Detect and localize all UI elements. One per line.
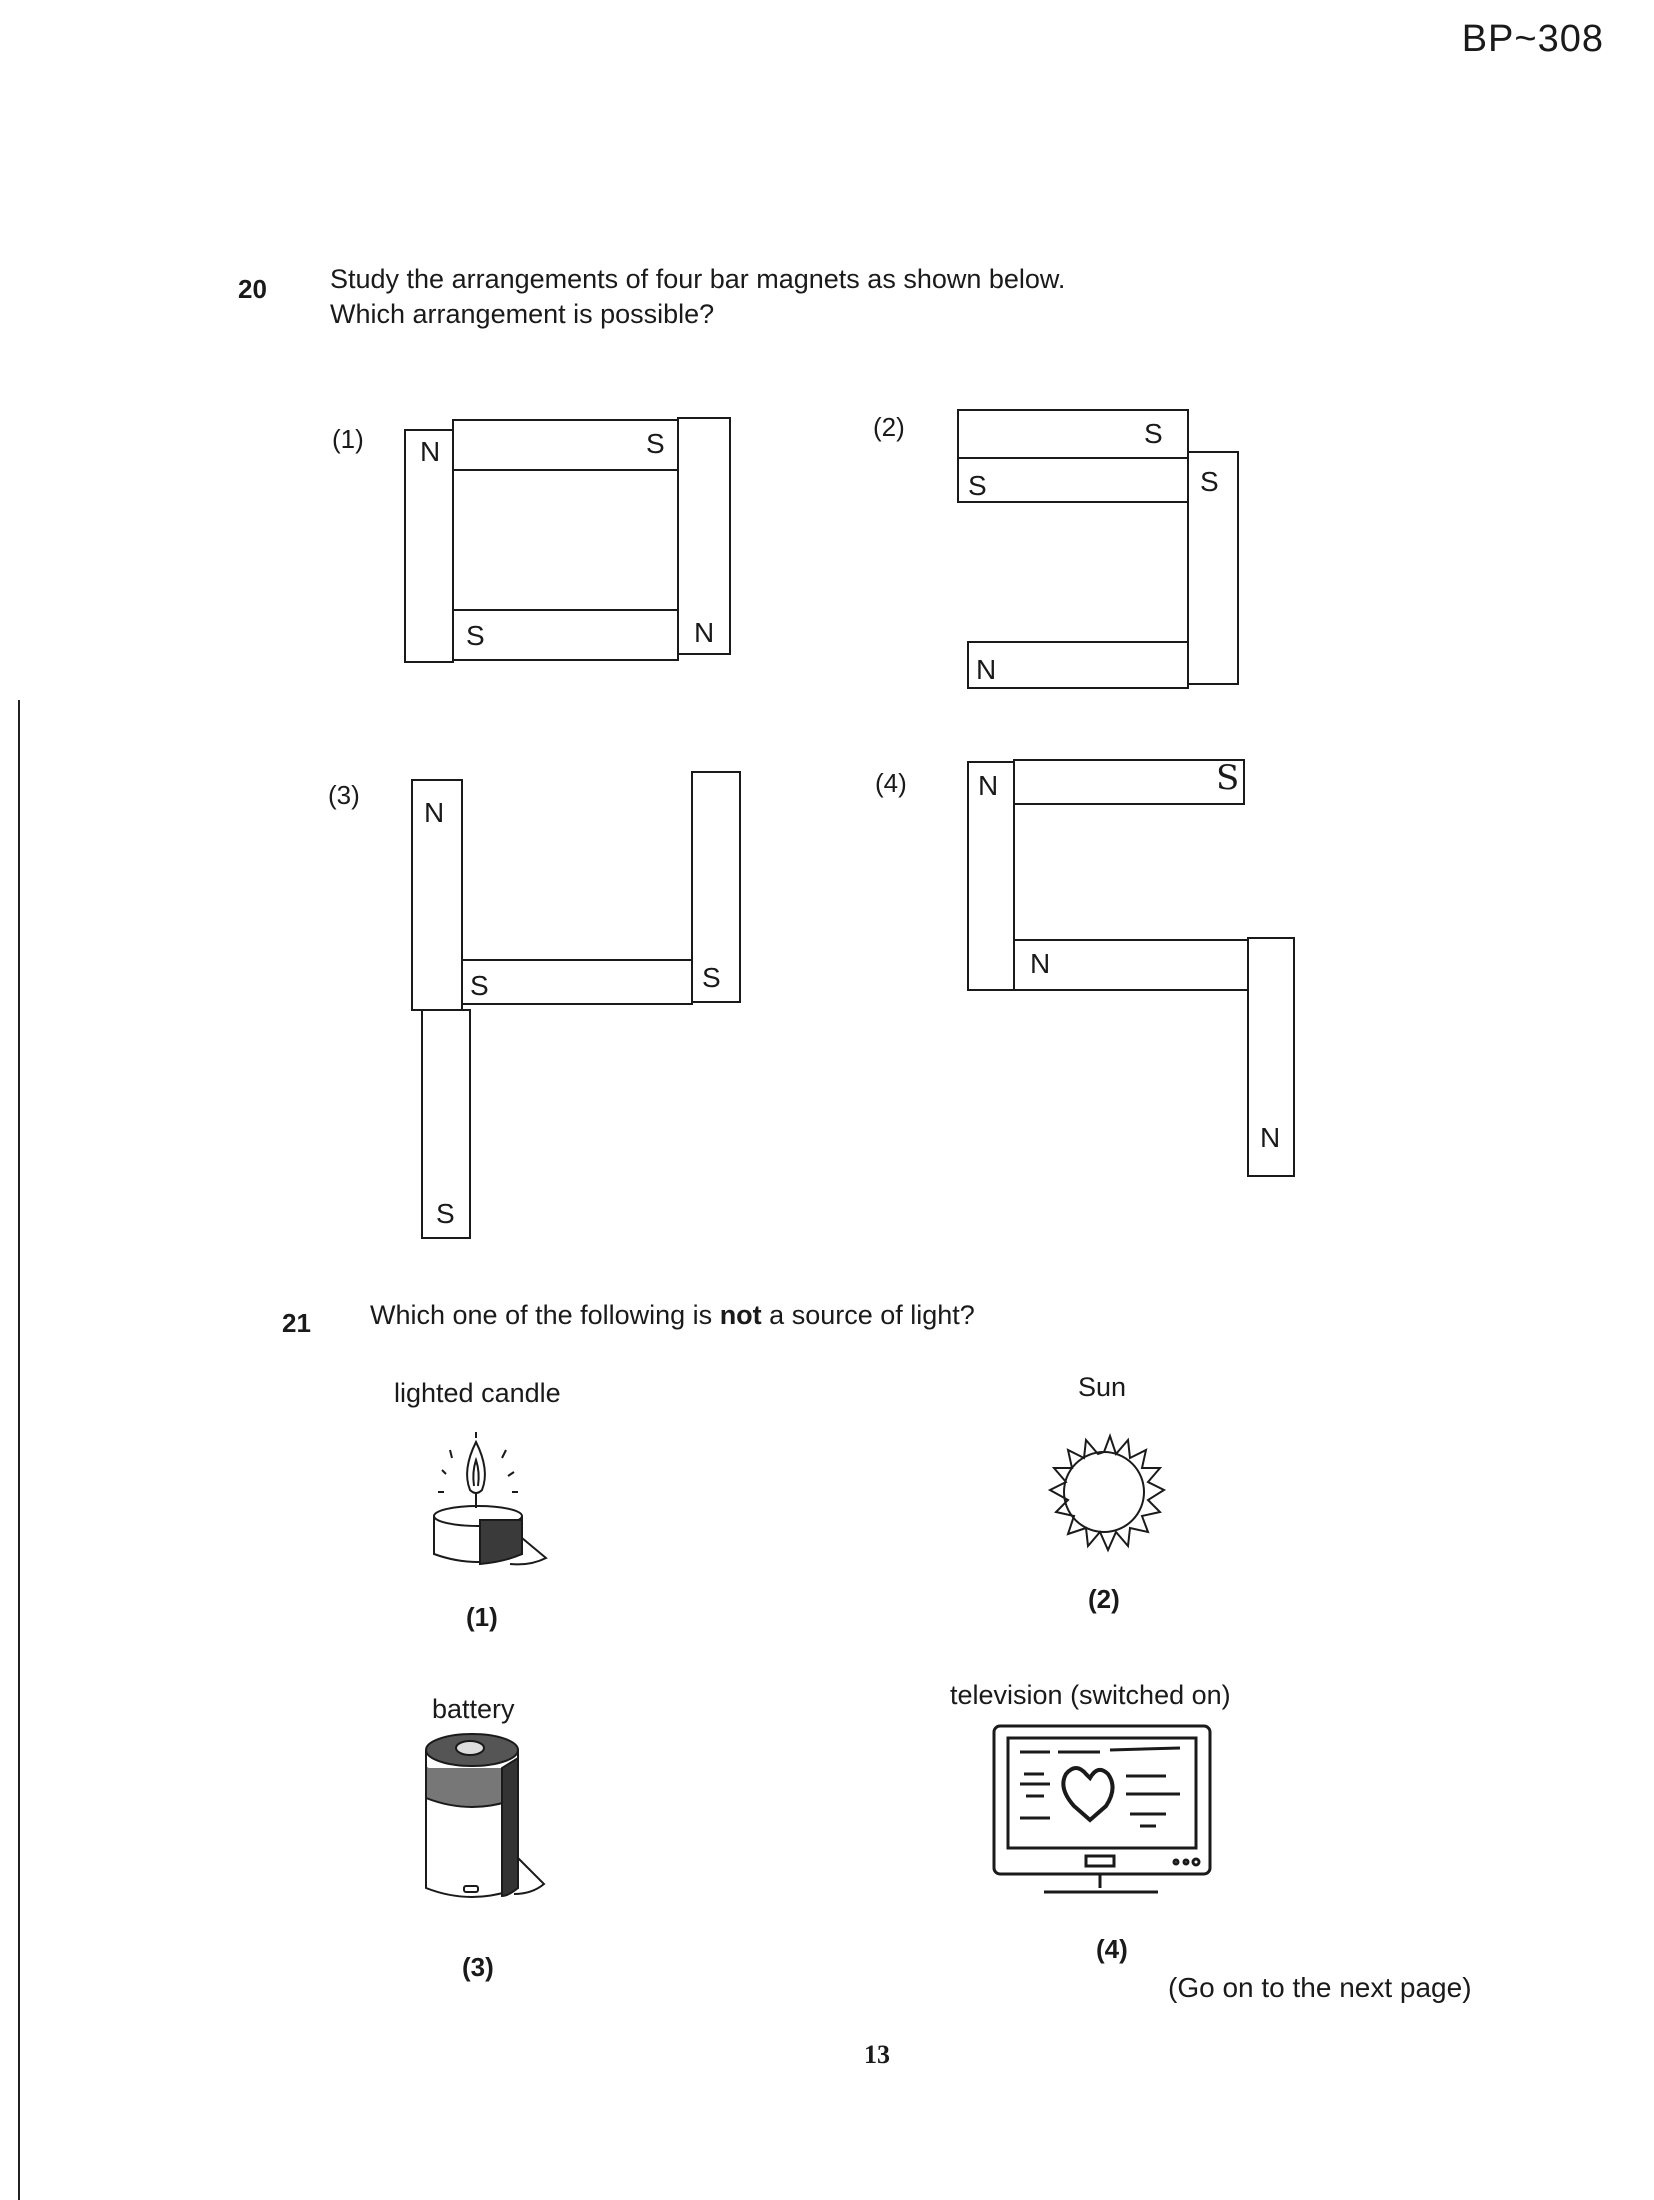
candle-icon: [420, 1430, 560, 1590]
pole-label: N: [1260, 1122, 1281, 1153]
pole-label: S: [470, 970, 489, 1001]
question-21-text: Which one of the following is not a source of light?: [370, 1300, 975, 1330]
pole-label: N: [694, 617, 715, 648]
option-label-3: (3): [462, 1952, 494, 1982]
magnet-arrangement-4: [968, 760, 1294, 1176]
pole-label: S: [646, 428, 665, 459]
option-label-3: (3): [328, 780, 360, 810]
pole-label: S: [1200, 466, 1219, 497]
paper-code: BP~308: [1461, 18, 1604, 60]
question-20-line1: Study the arrangements of four bar magnets as shown below.: [330, 264, 1066, 294]
battery-icon: [418, 1728, 548, 1908]
pole-label: N: [978, 770, 999, 801]
pole-label: N: [424, 797, 445, 828]
pole-label: N: [420, 436, 441, 467]
page-number: 13: [864, 2040, 890, 2069]
magnet-arrangement-3: [412, 772, 740, 1238]
pole-label: S: [436, 1198, 455, 1229]
caption-television: television (switched on): [950, 1680, 1231, 1710]
option-label-1: (1): [466, 1602, 498, 1632]
option-label-1: (1): [332, 424, 364, 454]
option-label-4: (4): [875, 768, 907, 798]
option-label-2: (2): [1088, 1584, 1120, 1614]
pole-label: N: [1030, 948, 1051, 979]
magnet-arrangement-1: [405, 418, 730, 662]
sun-icon: [1036, 1424, 1172, 1560]
pole-label: S: [968, 470, 987, 501]
caption-lighted-candle: lighted candle: [394, 1378, 561, 1408]
option-label-4: (4): [1096, 1934, 1128, 1964]
pole-label: N: [976, 654, 997, 685]
caption-sun: Sun: [1078, 1372, 1127, 1402]
question-20-line2: Which arrangement is possible?: [330, 299, 715, 329]
television-icon: [990, 1722, 1214, 1902]
go-on-note: (Go on to the next page): [1168, 1972, 1472, 2003]
caption-battery: battery: [432, 1694, 515, 1724]
magnet-arrangement-2: [958, 410, 1238, 688]
question-number-20: 20: [238, 274, 267, 304]
question-number-21: 21: [282, 1308, 311, 1338]
pole-label: S: [466, 620, 485, 651]
option-label-2: (2): [873, 412, 905, 442]
pole-label: S: [702, 962, 721, 993]
pole-label: S: [1144, 418, 1163, 449]
handwritten-pole-label: S: [1216, 758, 1240, 798]
emphasis-not: not: [719, 1300, 762, 1330]
